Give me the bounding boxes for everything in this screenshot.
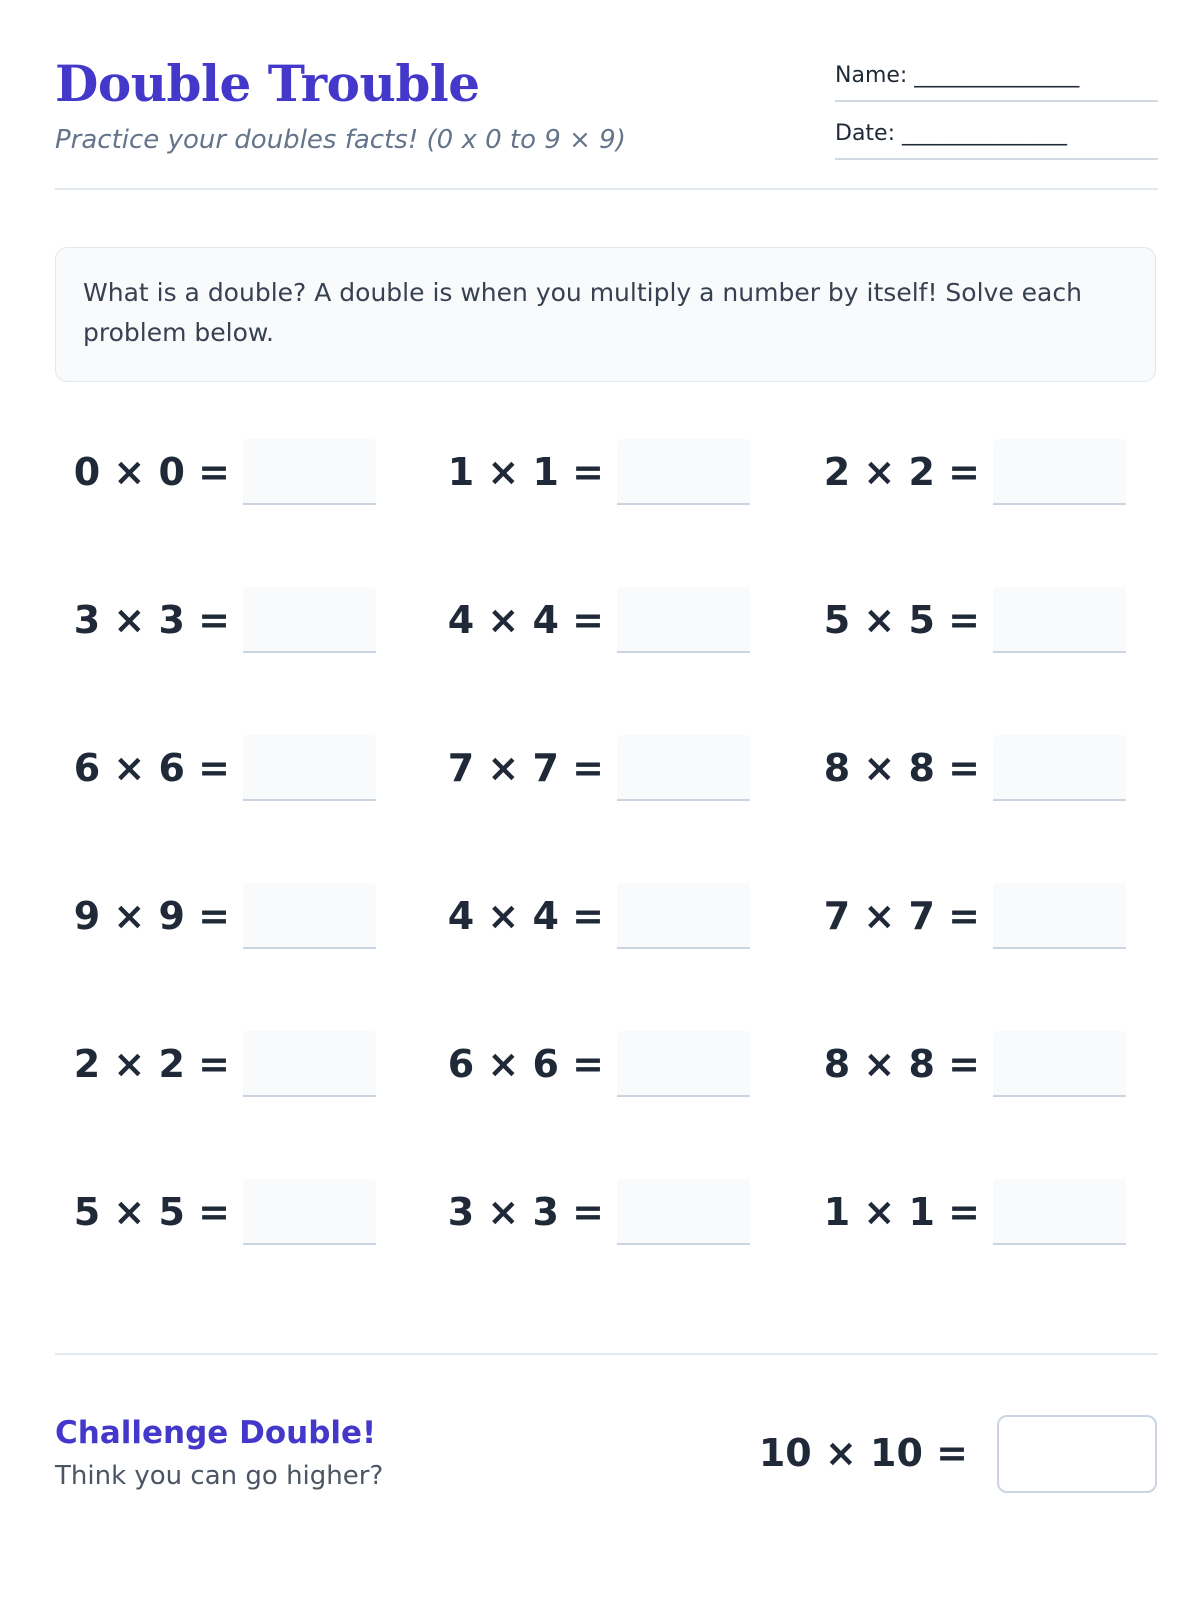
answer-box[interactable] bbox=[617, 587, 750, 653]
answer-box[interactable] bbox=[993, 439, 1126, 505]
problem-item bbox=[805, 881, 1145, 951]
answer-box[interactable] bbox=[993, 735, 1126, 801]
problem-item bbox=[805, 1177, 1145, 1247]
problem-text: 3 × 3 = bbox=[73, 598, 230, 642]
problem-text: 4 × 4 = bbox=[447, 598, 604, 642]
problem-text: 6 × 6 = bbox=[447, 1042, 604, 1086]
worksheet-header bbox=[55, 52, 1158, 192]
problem-item bbox=[55, 881, 395, 951]
problem-text: 8 × 8 = bbox=[823, 1042, 980, 1086]
answer-box[interactable] bbox=[617, 1179, 750, 1245]
problem-item bbox=[55, 1177, 395, 1247]
problem-row bbox=[55, 585, 1158, 655]
answer-box[interactable] bbox=[243, 735, 376, 801]
date-line[interactable] bbox=[835, 110, 1158, 160]
header-divider bbox=[55, 188, 1158, 190]
problem-row bbox=[55, 1029, 1158, 1099]
instructions-text: What is a double? A double is when you multiply a number by itself! Solve each problem below. bbox=[83, 278, 1082, 347]
problem-text: 5 × 5 = bbox=[73, 1190, 230, 1234]
answer-box[interactable] bbox=[617, 883, 750, 949]
name-label: Name: _______________ bbox=[835, 63, 1080, 88]
problem-text: 7 × 7 = bbox=[447, 746, 604, 790]
answer-box[interactable] bbox=[243, 1031, 376, 1097]
problem-row bbox=[55, 1177, 1158, 1247]
problem-text: 8 × 8 = bbox=[823, 746, 980, 790]
problem-item bbox=[429, 1177, 769, 1247]
footer-divider bbox=[55, 1353, 1158, 1355]
problem-item bbox=[55, 437, 395, 507]
problem-item bbox=[805, 585, 1145, 655]
problem-row bbox=[55, 881, 1158, 951]
problem-row bbox=[55, 437, 1158, 507]
problem-item bbox=[429, 437, 769, 507]
problem-text: 7 × 7 = bbox=[823, 894, 980, 938]
problem-text: 1 × 1 = bbox=[447, 450, 604, 494]
problem-text: 2 × 2 = bbox=[73, 1042, 230, 1086]
problem-text: 1 × 1 = bbox=[823, 1190, 980, 1234]
problem-item bbox=[429, 1029, 769, 1099]
problem-text: 0 × 0 = bbox=[73, 450, 230, 494]
answer-box[interactable] bbox=[993, 1179, 1126, 1245]
problem-text: 2 × 2 = bbox=[823, 450, 980, 494]
answer-box[interactable] bbox=[993, 883, 1126, 949]
name-line[interactable] bbox=[835, 52, 1158, 102]
challenge-problem: 10 × 10 = bbox=[758, 1431, 968, 1475]
answer-box[interactable] bbox=[243, 587, 376, 653]
student-info bbox=[835, 52, 1158, 168]
problem-text: 5 × 5 = bbox=[823, 598, 980, 642]
answer-box[interactable] bbox=[993, 587, 1126, 653]
problem-text: 6 × 6 = bbox=[73, 746, 230, 790]
challenge-subtitle: Think you can go higher? bbox=[55, 1461, 384, 1491]
instructions-box bbox=[55, 247, 1156, 382]
date-label: Date: _______________ bbox=[835, 121, 1067, 146]
problem-item bbox=[55, 733, 395, 803]
problem-row bbox=[55, 733, 1158, 803]
problem-item bbox=[429, 881, 769, 951]
answer-box[interactable] bbox=[243, 439, 376, 505]
worksheet-page bbox=[55, 0, 1158, 1600]
problem-item bbox=[55, 585, 395, 655]
answer-box[interactable] bbox=[993, 1031, 1126, 1097]
challenge-title: Challenge Double! bbox=[55, 1415, 377, 1451]
problem-text: 4 × 4 = bbox=[447, 894, 604, 938]
problem-text: 3 × 3 = bbox=[447, 1190, 604, 1234]
problem-item bbox=[805, 1029, 1145, 1099]
worksheet-title: Double Trouble bbox=[55, 54, 480, 113]
answer-box[interactable] bbox=[243, 1179, 376, 1245]
problem-item bbox=[429, 733, 769, 803]
problem-item bbox=[805, 733, 1145, 803]
problem-item bbox=[55, 1029, 395, 1099]
problem-text: 9 × 9 = bbox=[73, 894, 230, 938]
answer-box[interactable] bbox=[617, 1031, 750, 1097]
problem-item bbox=[805, 437, 1145, 507]
answer-box[interactable] bbox=[243, 883, 376, 949]
challenge-answer-box[interactable] bbox=[997, 1415, 1157, 1493]
answer-box[interactable] bbox=[617, 735, 750, 801]
problem-item bbox=[429, 585, 769, 655]
worksheet-subtitle: Practice your doubles facts! (0 x 0 to 9 × 9) bbox=[55, 125, 626, 155]
answer-box[interactable] bbox=[617, 439, 750, 505]
